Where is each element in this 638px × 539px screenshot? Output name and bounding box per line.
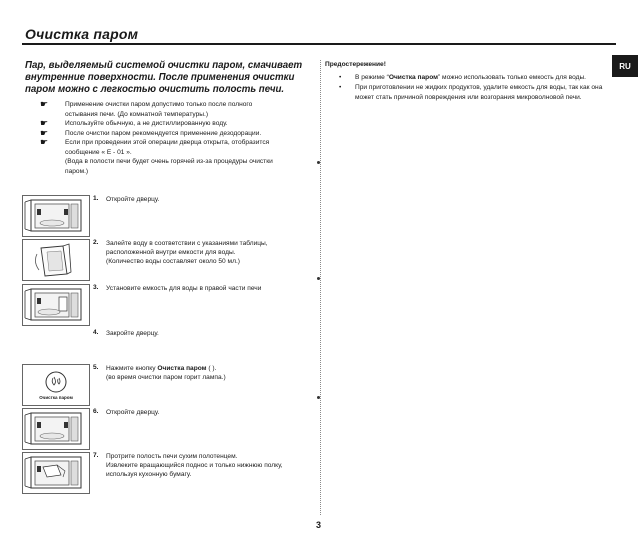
- divider-dot: [317, 161, 320, 164]
- step-number: 2.: [93, 239, 99, 246]
- page-number: 3: [316, 520, 322, 530]
- step-text: Закройте дверцу.: [106, 330, 159, 337]
- oven-container-illustration: [22, 284, 90, 326]
- note-text: Используйте обычную, а не дистиллированную воду.: [65, 120, 228, 127]
- oven-open-illustration: [22, 195, 90, 237]
- column-divider: [320, 60, 321, 515]
- steam-clean-button-label: Очистка паром: [39, 395, 73, 400]
- pointing-hand-icon: ☛: [40, 118, 49, 128]
- warning-item: [325, 73, 615, 82]
- step-text: [106, 364, 316, 382]
- step-number: 1.: [93, 195, 99, 202]
- warning-item: [325, 83, 615, 101]
- bullet-icon: •: [339, 74, 342, 82]
- language-tab: RU: [612, 55, 638, 77]
- pointing-hand-icon: ☛: [40, 99, 49, 109]
- steam-clean-button-illustration: [22, 364, 90, 406]
- divider-dot: [317, 396, 320, 399]
- warning-text-pre: В режиме “: [355, 74, 389, 82]
- notes-list: [40, 100, 315, 176]
- intro-text: Пар, выделяемый системой очистки паром, смачивает внутренние поверхности. После применения очистки паром можно с легкостью очистить полость печи.: [25, 60, 303, 95]
- pointing-hand-icon: ☛: [40, 137, 49, 147]
- note-item: [40, 129, 315, 139]
- bullet-icon: •: [339, 84, 342, 92]
- title-rule: [22, 43, 616, 45]
- oven-wipe-illustration: [22, 452, 90, 494]
- water-container-illustration: [22, 239, 90, 281]
- warning-box: [325, 60, 615, 103]
- step-text: Установите емкость для воды в правой части печи: [106, 285, 262, 292]
- step-number: 5.: [93, 364, 99, 371]
- note-text: Если при проведении этой операции дверца открыта, отобразится сообщение « E - 01 ». (Вода в полости печи будет очень горячей из-за процедуры очистки паром.): [65, 139, 273, 175]
- note-text: После очистки паром рекомендуется применение дезодорации.: [65, 129, 262, 137]
- step-number: 4.: [93, 329, 99, 336]
- step-number: 6.: [93, 408, 99, 415]
- step-number: 7.: [93, 452, 99, 459]
- divider-dot: [317, 277, 320, 280]
- step-text-bold: Очистка паром: [157, 365, 207, 372]
- warning-text-bold: Очистка паром: [388, 74, 439, 82]
- warning-text: При приготовлении не жидких продуктов, удалите емкость для воды, так как она может стать причиной повреждения или возгорания микроволновой печи.: [355, 84, 603, 101]
- oven-open-illustration: [22, 408, 90, 450]
- step-text-post: ( ). (во время очистки паром горит лампа.): [106, 365, 226, 381]
- step-number: 3.: [93, 284, 99, 291]
- warning-title: Предостережение!: [325, 61, 386, 68]
- note-item: [40, 100, 315, 119]
- step-text-pre: Нажмите кнопку: [106, 365, 158, 372]
- pointing-hand-icon: ☛: [40, 127, 49, 138]
- note-item: [40, 138, 315, 176]
- page-title: Очистка паром: [25, 26, 139, 42]
- note-text: Применение очистки паром допустимо только после полного остывания печи. (До комнатной температуры.): [65, 101, 253, 118]
- warning-text-post: ” можно использовать только емкость для воды.: [438, 74, 587, 82]
- step-text: Откройте дверцу.: [106, 409, 160, 416]
- step-text: Протрите полость печи сухим полотенцем. Извлеките вращающийся поднос и только нижнюю полку, используя кухонную бумагу.: [106, 453, 283, 478]
- step-text: Залейте воду в соответствии с указаниями таблицы, расположенной внутри емкости для воды. (Количество воды составляет около 50 мл.): [106, 240, 268, 265]
- note-item: [40, 119, 315, 129]
- step-text: Откройте дверцу.: [106, 196, 160, 203]
